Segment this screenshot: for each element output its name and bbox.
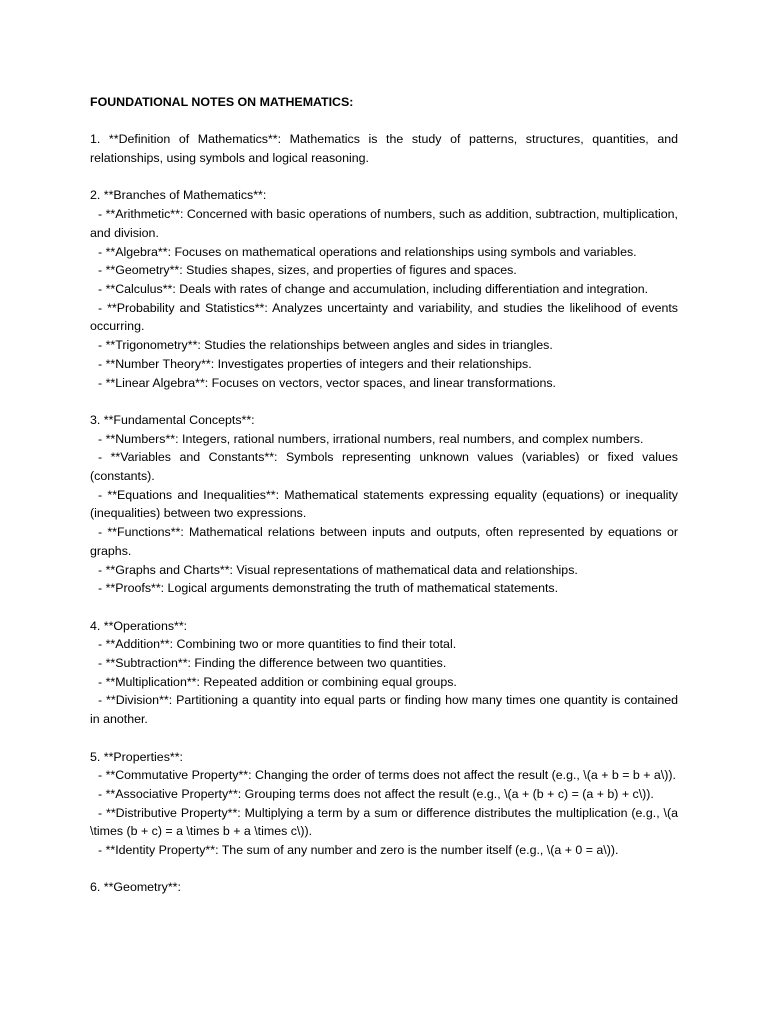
definition-paragraph: 1. **Definition of Mathematics**: Mathematics is the study of patterns, structures, quantities, and relationships, using symbols and logical reasoning. <box>90 132 678 166</box>
section-heading: 2. **Branches of Mathematics**: <box>90 188 267 203</box>
list-item: - **Geometry**: Studies shapes, sizes, and properties of figures and spaces. <box>98 263 517 278</box>
list-item: - **Identity Property**: The sum of any number and zero is the number itself (e.g., \(a + 0 = a\)). <box>98 843 619 858</box>
section-heading: 6. **Geometry**: <box>90 880 181 895</box>
list-item: - **Addition**: Combining two or more quantities to find their total. <box>98 637 457 652</box>
list-item: - **Commutative Property**: Changing the order of terms does not affect the result (e.g., \(a + b = b + a\)). <box>98 768 676 783</box>
list-item: - **Numbers**: Integers, rational numbers, irrational numbers, real numbers, and complex numbers. <box>98 431 644 446</box>
section-heading: 3. **Fundamental Concepts**: <box>90 412 255 427</box>
section-branches <box>90 186 678 392</box>
section-definition <box>90 130 678 167</box>
document-title: FOUNDATIONAL NOTES ON MATHEMATICS: <box>90 95 354 109</box>
list-item: - **Algebra**: Focuses on mathematical operations and relationships using symbols and variables. <box>98 244 637 259</box>
list-item: - **Functions**: Mathematical relations between inputs and outputs, often represented by equations or graphs. <box>90 525 678 558</box>
list-item: - **Trigonometry**: Studies the relationships between angles and sides in triangles. <box>98 338 553 353</box>
list-item: - **Variables and Constants**: Symbols representing unknown values (variables) or fixed values (constants). <box>90 450 678 484</box>
section-fundamental-concepts <box>90 411 678 598</box>
list-item: - **Proofs**: Logical arguments demonstrating the truth of mathematical statements. <box>98 581 559 596</box>
list-item: - **Subtraction**: Finding the difference between two quantities. <box>98 656 447 671</box>
section-operations <box>90 617 678 729</box>
list-item: - **Graphs and Charts**: Visual representations of mathematical data and relationships. <box>98 562 578 577</box>
list-item: - **Division**: Partitioning a quantity into equal parts or finding how many times one quantity is contained in another. <box>90 693 678 727</box>
list-item: - **Linear Algebra**: Focuses on vectors, vector spaces, and linear transformations. <box>98 375 556 390</box>
list-item: - **Calculus**: Deals with rates of change and accumulation, including differentiation and integration. <box>98 282 649 296</box>
section-heading: 4. **Operations**: <box>90 618 188 633</box>
section-properties <box>90 748 678 860</box>
section-heading: 5. **Properties**: <box>90 749 183 764</box>
list-item: - **Equations and Inequalities**: Mathematical statements expressing equality (equations) or inequality (inequalities) between two expressions. <box>90 487 678 521</box>
list-item: - **Distributive Property**: Multiplying a term by a sum or difference distributes the multiplication (e.g., \(a \times (b + c) = a \times b + a \times c\)). <box>90 805 678 839</box>
list-item: - **Arithmetic**: Concerned with basic operations of numbers, such as addition, subtraction, multiplication, and division. <box>90 207 678 240</box>
list-item: - **Number Theory**: Investigates properties of integers and their relationships. <box>98 356 532 371</box>
list-item: - **Probability and Statistics**: Analyzes uncertainty and variability, and studies the likelihood of events occurring. <box>90 300 678 334</box>
list-item: - **Multiplication**: Repeated addition or combining equal groups. <box>98 674 457 689</box>
list-item: - **Associative Property**: Grouping terms does not affect the result (e.g., \(a + (b + c) = (a + b) + c\)). <box>98 786 654 801</box>
section-geometry <box>90 878 678 897</box>
